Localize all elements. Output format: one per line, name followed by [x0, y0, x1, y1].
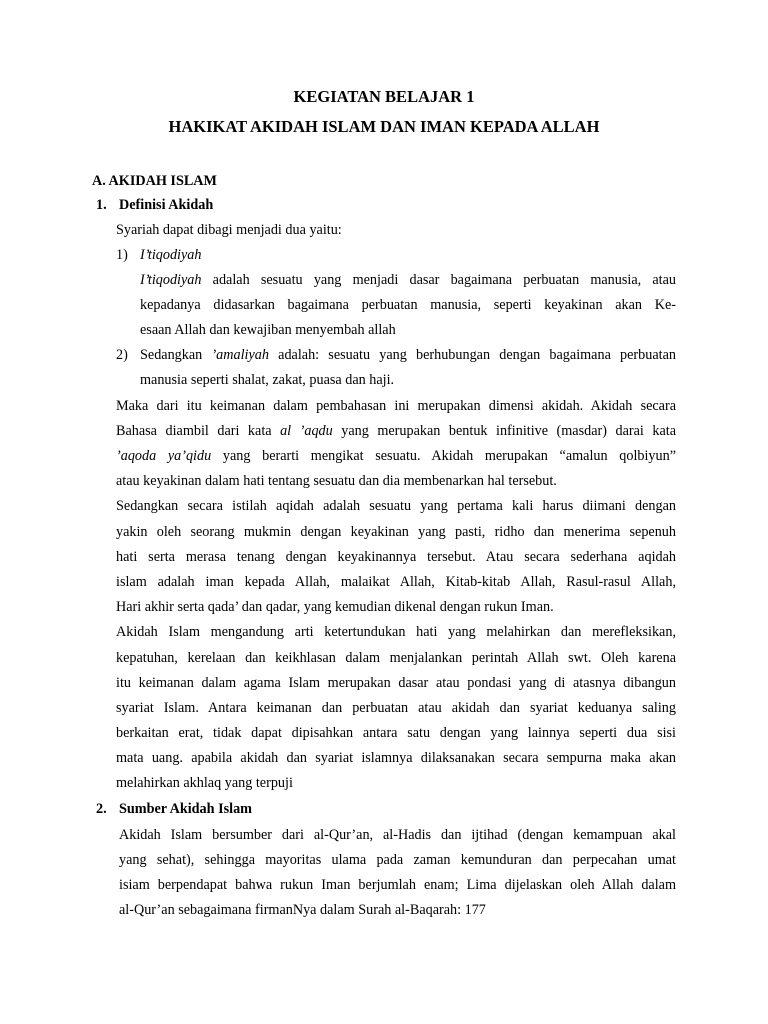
paragraph-2-line-2: yakin oleh seorang mukmin dengan keyakinan yang pasti, ridho dan menerima sepenuh	[116, 524, 676, 540]
subsection-1-title: Definisi Akidah	[119, 197, 214, 213]
item-1-line-3: esaan Allah dan kewajiban menyembah allah	[140, 322, 396, 338]
term-itiqodiyah: I’tiqodiyah	[140, 272, 202, 288]
paragraph-1-line-4: atau keyakinan dalam hati tentang sesuatu dan dia membenarkan hal tersebut.	[116, 473, 557, 489]
paragraph-2-line-3: hati serta merasa tenang dengan keyakinannya tersebut. Atau secara sederhana aqidah	[116, 549, 676, 565]
subsection-2-number: 2.	[96, 801, 107, 817]
item-2-line-1-text: adalah: sesuatu yang berhubungan dengan bagaimana perbuatan	[268, 347, 676, 363]
paragraph-1-line-2	[116, 422, 676, 440]
paragraph-3-line-5: berkaitan erat, tidak dapat dipisahkan antara satu dengan yang lainnya seperti dua sisi	[116, 725, 676, 741]
item-1-line-2: kepadanya didasarkan bagaimana perbuatan manusia, seperti keyakinan akan Ke-	[140, 297, 676, 313]
p1-l3-text: yang berarti mengikat sesuatu. Akidah merupakan “amalun qolbiyun”	[211, 448, 676, 464]
paragraph-4-line-4: al-Qur’an sebagaimana firmanNya dalam Surah al-Baqarah: 177	[119, 902, 486, 918]
paragraph-1-line-3	[116, 447, 676, 465]
paragraph-3-line-1: Akidah Islam mengandung arti ketertundukan hati yang melahirkan dan merefleksikan,	[116, 624, 676, 640]
section-a-heading: A. AKIDAH ISLAM	[92, 173, 217, 189]
item-2-number: 2)	[116, 347, 128, 363]
paragraph-3-line-2: kepatuhan, kerelaan dan keikhlasan dalam menjalankan perintah Allah swt. Oleh karena	[116, 650, 676, 666]
chapter-title: HAKIKAT AKIDAH ISLAM DAN IMAN KEPADA ALLAH	[168, 117, 600, 136]
paragraph-2-line-5: Hari akhir serta qada’ dan qadar, yang kemudian dikenal dengan rukun Iman.	[116, 599, 554, 615]
item-2-line-1	[140, 346, 676, 364]
paragraph-4-line-1: Akidah Islam bersumber dari al-Qur’an, al-Hadis dan ijtihad (dengan kemampuan akal	[119, 827, 676, 843]
term-al-aqdu: al ’aqdu	[280, 423, 333, 439]
item-1-line-1-text: adalah sesuatu yang menjadi dasar bagaimana perbuatan manusia, atau	[201, 272, 676, 288]
paragraph-1-line-1: Maka dari itu keimanan dalam pembahasan ini merupakan dimensi akidah. Akidah secara	[116, 398, 676, 414]
paragraph-3-line-4: syariat Islam. Antara keimanan dan perbuatan atau akidah dan syariat keduanya saling	[116, 700, 676, 716]
term-aqoda-yaqidu: ’aqoda ya’qidu	[116, 448, 212, 464]
p1-l2-text: yang merupakan bentuk infinitive (masdar) darai kata	[332, 423, 676, 439]
item-2-prefix: Sedangkan	[140, 347, 212, 363]
term-amaliyah: ’amaliyah	[211, 347, 269, 363]
item-2-line-2: manusia seperti shalat, zakat, puasa dan haji.	[140, 372, 395, 388]
paragraph-2-line-1: Sedangkan secara istilah aqidah adalah sesuatu yang pertama kali harus diimani dengan	[116, 498, 676, 514]
item-1-title: I’tiqodiyah	[140, 247, 202, 263]
p1-l2-prefix: Bahasa diambil dari kata	[116, 423, 281, 439]
item-1-number: 1)	[116, 247, 128, 263]
intro-text: Syariah dapat dibagi menjadi dua yaitu:	[116, 222, 342, 238]
paragraph-4-line-3: isiam berpendapat bahwa rukun Iman berjumlah enam; Lima dijelaskan oleh Allah dalam	[119, 877, 676, 893]
paragraph-2-line-4: islam adalah iman kepada Allah, malaikat Allah, Kitab-kitab Allah, Rasul-rasul Allah,	[116, 574, 676, 590]
paragraph-3-line-3: itu keimanan dalam agama Islam merupakan dasar atau pondasi yang di atasnya dibangun	[116, 675, 676, 691]
subsection-2-title: Sumber Akidah Islam	[119, 801, 252, 817]
subsection-1-number: 1.	[96, 197, 107, 213]
item-1-line-1	[140, 271, 676, 289]
paragraph-3-line-7: melahirkan akhlaq yang terpuji	[116, 775, 293, 791]
lesson-title: KEGIATAN BELAJAR 1	[293, 87, 475, 106]
paragraph-3-line-6: mata uang. apabila akidah dan syariat islamnya dilaksanakan secara sempurna maka akan	[116, 750, 676, 766]
paragraph-4-line-2: yang sehat), sehingga mayoritas ulama pada zaman kemunduran dan perpecahan umat	[119, 852, 676, 868]
